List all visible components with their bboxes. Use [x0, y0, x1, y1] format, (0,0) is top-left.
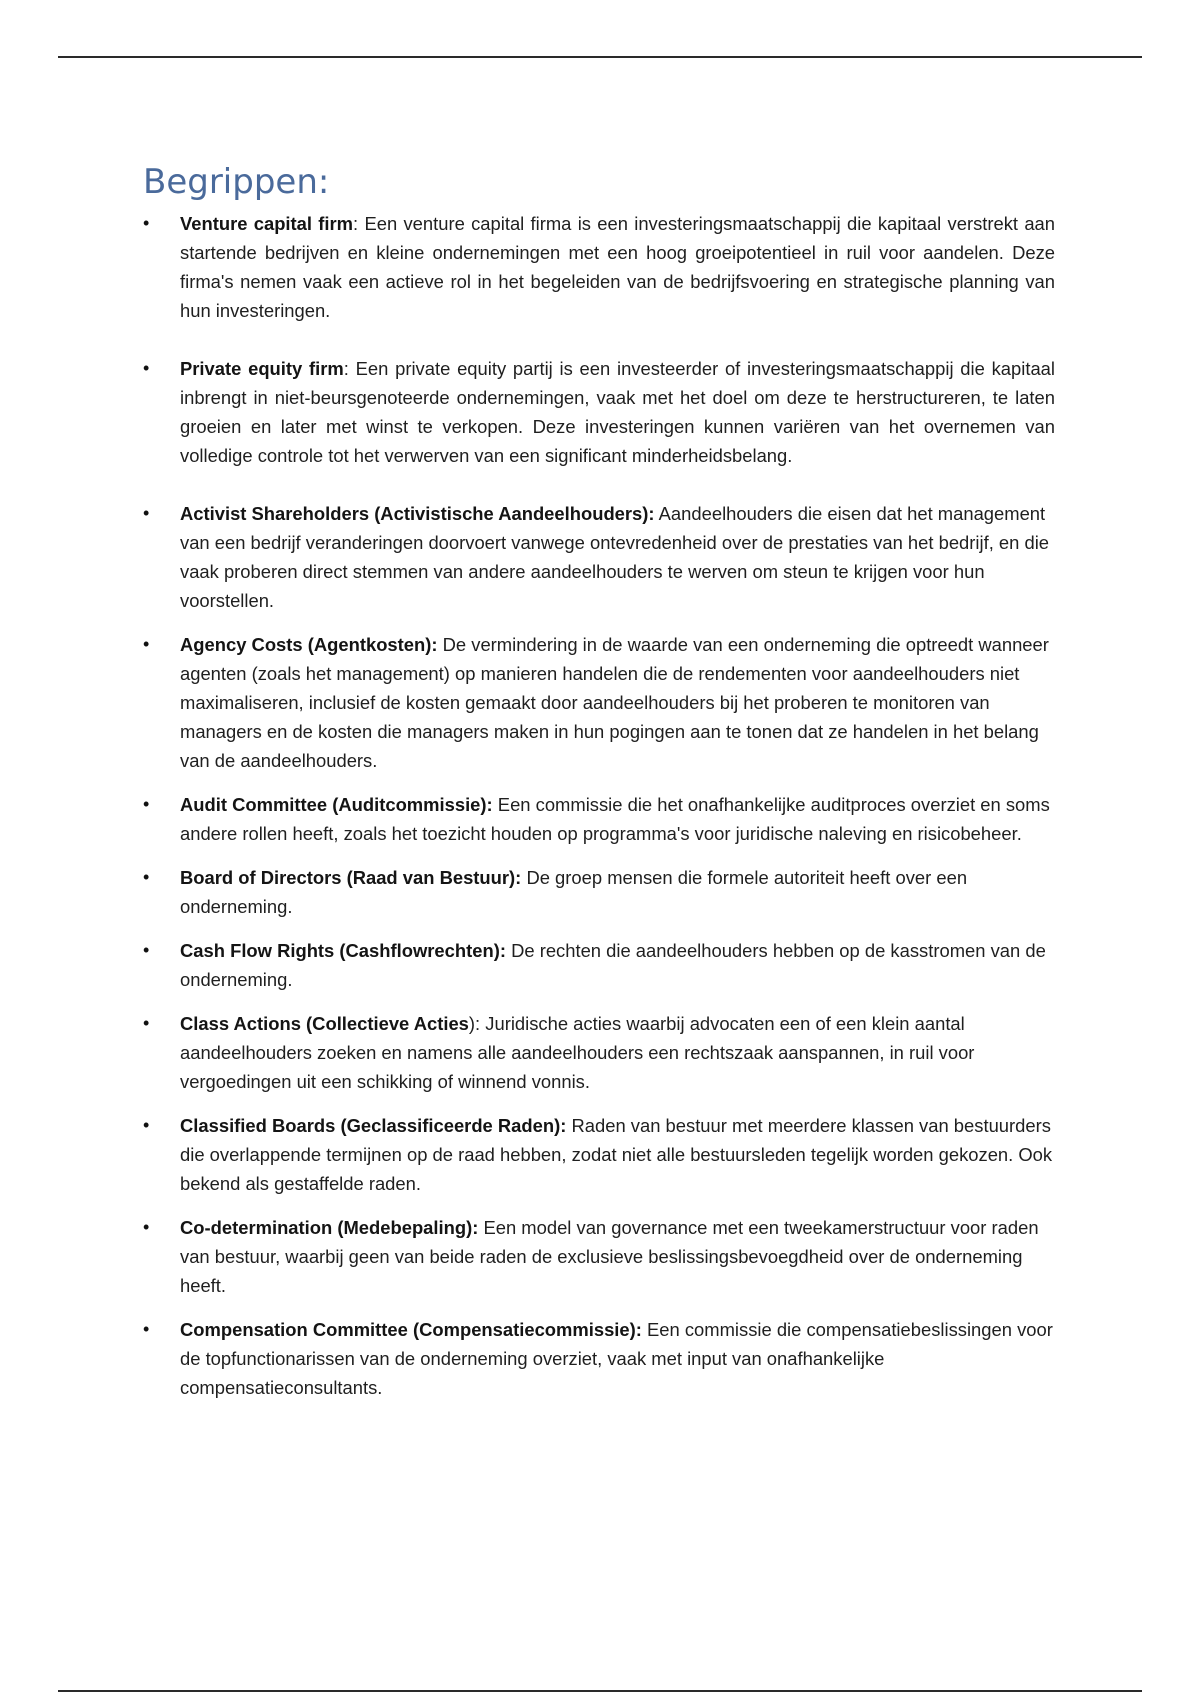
term-definition: Een private equity partij is een investeerder of investeringsmaatschappij die kapitaal inbrengt in niet-beursgenoteerde ondernemingen, vaak met het doel om deze te herstructureren, te laten groeien en later met winst te verkopen. Deze investeringen kunnen variëren van het overnemen van volledige controle tot het verwerven van een significant minderheidsbelang. [180, 357, 1055, 466]
term-definition: Aandeelhouders die eisen dat het management van een bedrijf veranderingen doorvoert vanwege ontevredenheid over de prestaties van het bedrijf, en die vaak proberen direct stemmen van andere aandeelhouders te werven om steun te krijgen voor hun voorstellen. [180, 502, 1050, 611]
bullet-icon: • [143, 866, 150, 887]
bullet-icon: • [143, 793, 150, 814]
term-separator: : [353, 212, 365, 234]
list-item [143, 863, 1055, 921]
bullet-icon: • [143, 502, 150, 523]
footer-rule [58, 1690, 1142, 1692]
bullet-icon: • [143, 357, 150, 378]
list-item [143, 936, 1055, 994]
term-name: Activist Shareholders (Activistische Aandeelhouders): [180, 502, 655, 524]
term-name: Venture capital firm [180, 212, 354, 234]
term-name: Private equity firm [180, 357, 344, 379]
list-item [143, 790, 1055, 848]
term-name: Co-determination (Medebepaling): [180, 1216, 479, 1238]
bullet-icon: • [143, 1012, 150, 1033]
term-definition: Een venture capital firma is een investeringsmaatschappij die kapitaal verstrekt aan startende bedrijven en kleine ondernemingen met een hoog groeipotentieel in ruil voor aandelen. Deze firma's nemen vaak een actieve rol in het begeleiden van de bedrijfsvoering en strategische planning van hun investeringen. [180, 212, 1055, 321]
term-separator: : [343, 357, 356, 379]
term-definition: De vermindering in de waarde van een onderneming die optreedt wanneer agenten (zoals het management) op manieren handelen die de rendementen voor aandeelhouders niet maximaliseren, inclusief de kosten gemaakt door aandeelhouders bij het proberen te monitoren van managers en de kosten die managers maken in hun pogingen aan te tonen dat ze handelen in het belang van de aandeelhouders. [180, 633, 1049, 771]
term-name: Classified Boards (Geclassificeerde Raden): [180, 1114, 567, 1136]
list-item [143, 209, 1055, 325]
bullet-icon: • [143, 939, 150, 960]
list-item [143, 1315, 1055, 1402]
list-item [143, 1213, 1055, 1300]
list-item [143, 1111, 1055, 1198]
term-definition: ): Juridische acties waarbij advocaten een of een klein aantal aandeelhouders zoeken en namens alle aandeelhouders een rechtszaak aanspannen, in ruil voor vergoedingen uit een schikking of winnend vonnis. [180, 1012, 975, 1092]
term-definition: De rechten die aandeelhouders hebben op de kasstromen van de onderneming. [180, 939, 1046, 990]
bullet-icon: • [143, 1318, 150, 1339]
term-name: Compensation Committee (Compensatiecommissie): [180, 1318, 642, 1340]
list-item [143, 499, 1055, 615]
page-content [143, 162, 1055, 1402]
term-name: Audit Committee (Auditcommissie): [180, 793, 493, 815]
term-definition: De groep mensen die formele autoriteit heeft over een onderneming. [180, 866, 968, 917]
bullet-icon: • [143, 633, 150, 654]
section-heading: Begrippen: [143, 162, 330, 202]
term-definition: Een commissie die compensatiebeslissingen voor de topfunctionarissen van de onderneming overziet, vaak met input van onafhankelijke compensatieconsultants. [180, 1318, 1053, 1398]
terms-list [143, 209, 1055, 1402]
list-item [143, 354, 1055, 470]
bullet-icon: • [143, 212, 150, 233]
term-name: Class Actions (Collectieve Acties [180, 1012, 469, 1034]
list-item [143, 630, 1055, 775]
term-name: Cash Flow Rights (Cashflowrechten): [180, 939, 506, 961]
term-name: Agency Costs (Agentkosten): [180, 633, 438, 655]
term-definition: Raden van bestuur met meerdere klassen van bestuurders die overlappende termijnen op de raad hebben, zodat niet alle bestuursleden tegelijk worden gekozen. Ook bekend als gestaffelde raden. [180, 1114, 1053, 1194]
term-name: Board of Directors (Raad van Bestuur): [180, 866, 522, 888]
list-item [143, 1009, 1055, 1096]
term-definition: Een model van governance met een tweekamerstructuur voor raden van bestuur, waarbij geen van beide raden de exclusieve beslissingsbevoegdheid over de onderneming heeft. [180, 1216, 1039, 1296]
header-rule [58, 56, 1142, 58]
bullet-icon: • [143, 1216, 150, 1237]
term-definition: Een commissie die het onafhankelijke auditproces overziet en soms andere rollen heeft, zoals het toezicht houden op programma's voor juridische naleving en risicobeheer. [180, 793, 1050, 844]
bullet-icon: • [143, 1114, 150, 1135]
